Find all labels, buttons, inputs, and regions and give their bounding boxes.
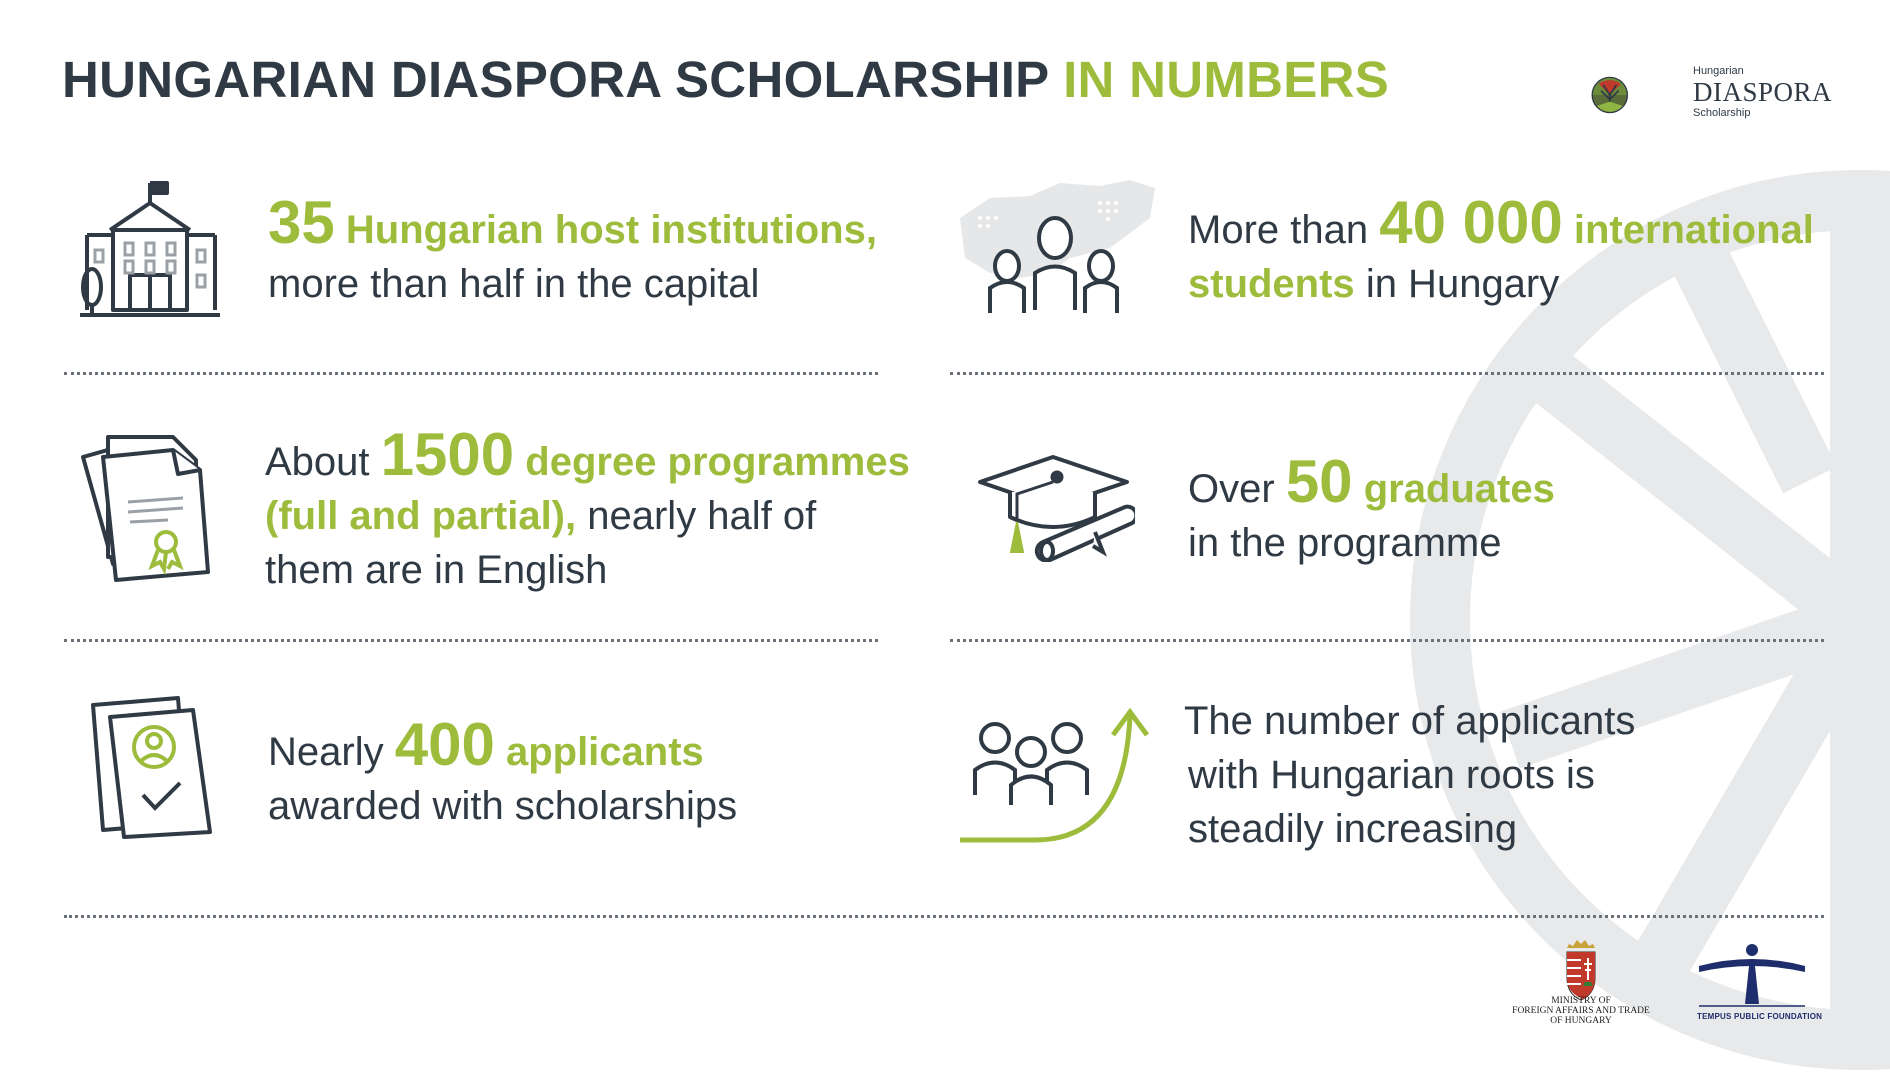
stat-graduates-number: 50	[1285, 448, 1353, 515]
stat-students-highlight1: international	[1573, 208, 1814, 252]
ministry-line3: OF HUNGARY	[1550, 1015, 1612, 1026]
logo-big: DIASPORA	[1693, 77, 1833, 107]
stat-applicants-number: 400	[394, 711, 495, 778]
divider-row2-right	[950, 639, 1824, 642]
stat-programmes-prefix: About	[265, 440, 370, 484]
divider-row1-left	[64, 372, 878, 375]
divider-bottom	[64, 915, 1824, 918]
stat-trend-line3: steadily increasing	[1188, 807, 1518, 851]
stat-students-suffix: in Hungary	[1365, 262, 1560, 306]
divider-row1-right	[950, 372, 1824, 375]
tempus-label: TEMPUS PUBLIC FOUNDATION	[1697, 1012, 1823, 1021]
stat-programmes-line3: them are in English	[265, 548, 608, 592]
stat-programmes-highlight2: (full and partial),	[265, 494, 577, 538]
stat-institutions	[268, 189, 877, 311]
ministry-line1: MINISTRY OF	[1551, 996, 1611, 1006]
stat-institutions-number: 35	[268, 189, 335, 256]
stat-programmes-number: 1500	[380, 421, 515, 488]
stat-graduates-highlight: graduates	[1363, 467, 1555, 511]
title-accent: IN NUMBERS	[1063, 51, 1390, 108]
stat-institutions-highlight: Hungarian host institutions,	[345, 208, 877, 252]
stat-students	[1188, 189, 1814, 311]
stat-students-prefix: More than	[1188, 208, 1369, 252]
stat-trend-line2: with Hungarian roots is	[1188, 753, 1595, 797]
stat-students-highlight2: students	[1188, 262, 1355, 306]
stat-graduates-prefix: Over	[1188, 467, 1275, 511]
diaspora-logo-icon	[1590, 50, 1700, 140]
stat-programmes-rest: nearly half of	[587, 494, 817, 538]
logo-text	[1693, 66, 1832, 119]
ministry-line2: FOREIGN AFFAIRS AND TRADE	[1512, 1005, 1650, 1016]
tempus-logo-icon	[1697, 942, 1807, 1010]
stat-trend-line1: The number of applicants	[1184, 699, 1636, 743]
logo-small-bottom: Scholarship	[1693, 107, 1751, 119]
graduation-cap-diploma-icon	[975, 452, 1135, 562]
stat-applicants-prefix: Nearly	[268, 730, 384, 774]
stat-programmes	[265, 421, 910, 597]
stat-institutions-line2: more than half in the capital	[268, 262, 760, 306]
stat-applicants-highlight: applicants	[505, 730, 704, 774]
hungary-map-students-icon	[950, 178, 1160, 318]
stat-trend	[1184, 694, 1635, 856]
stat-students-number: 40 000	[1379, 189, 1563, 256]
title-main: HUNGARIAN DIASPORA SCHOLARSHIP	[62, 51, 1049, 108]
ministry-label	[1510, 997, 1652, 1027]
hungarian-coat-of-arms-icon	[1563, 938, 1599, 1002]
stat-graduates	[1188, 448, 1555, 570]
documents-certificate-icon	[78, 432, 213, 582]
people-growth-arrow-icon	[955, 700, 1155, 850]
divider-row2-left	[64, 639, 878, 642]
building-icon	[75, 175, 225, 323]
stat-graduates-line2: in the programme	[1188, 521, 1502, 565]
application-check-icon	[88, 695, 213, 840]
stat-applicants-line2: awarded with scholarships	[268, 784, 738, 828]
page-title	[62, 50, 1389, 109]
logo-small-top: Hungarian	[1693, 65, 1744, 77]
stat-programmes-highlight1: degree programmes	[525, 440, 910, 484]
stat-applicants	[268, 711, 738, 833]
